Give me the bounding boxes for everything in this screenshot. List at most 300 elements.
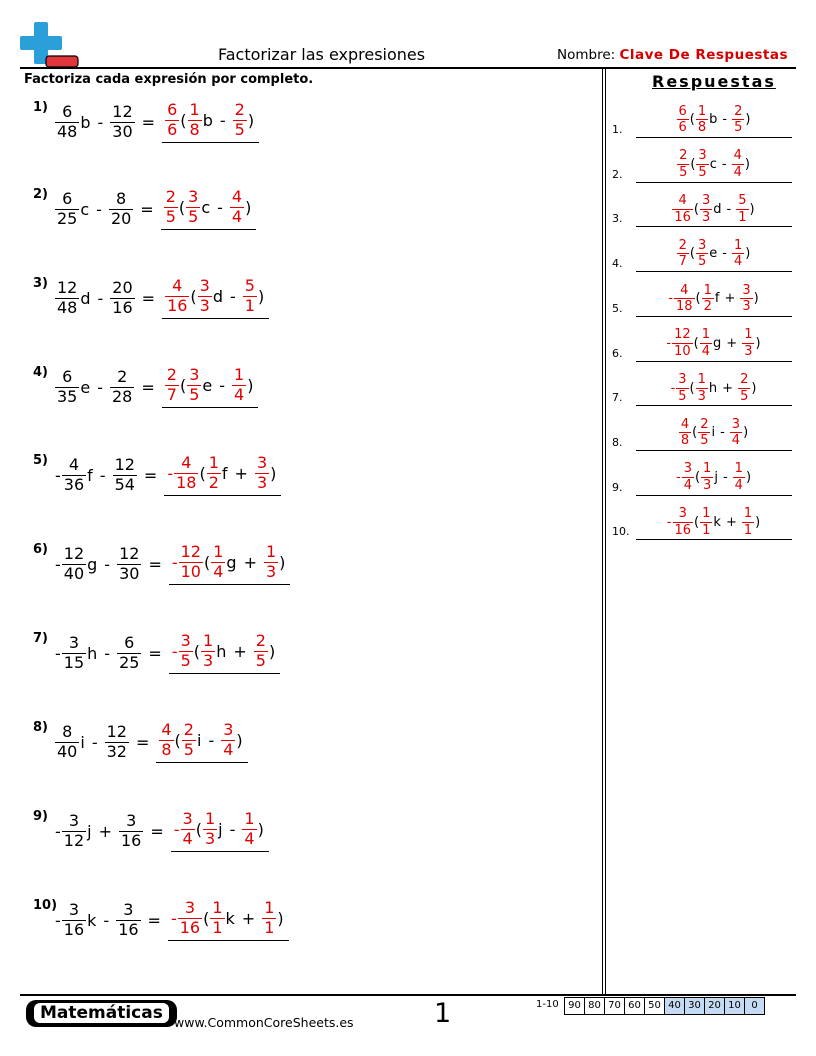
denominator: 54 [114, 474, 135, 494]
denominator: 4 [683, 477, 692, 493]
open-paren: ( [689, 112, 695, 128]
fraction-stack [62, 457, 86, 494]
fraction [171, 900, 202, 937]
denominator: 32 [106, 741, 127, 761]
operator: - [96, 199, 102, 219]
denominator: 16 [63, 919, 85, 939]
site-url: www.CommonCoreSheets.es [174, 1015, 354, 1030]
solution-answer [171, 811, 269, 852]
open-paren: ( [203, 908, 210, 928]
open-paren: ( [190, 286, 197, 306]
score-cell: 90 [568, 1000, 581, 1011]
fraction-stack [696, 149, 708, 179]
operator: - [91, 732, 98, 752]
answer-line [636, 316, 792, 317]
operator: - [219, 375, 225, 395]
answer-expression [636, 239, 792, 269]
score-cell: 40 [664, 998, 684, 1014]
answer-expression [636, 149, 792, 179]
numerator: 2 [255, 631, 266, 650]
problem-expression [55, 544, 290, 585]
answer-row [612, 409, 792, 453]
numerator: 6 [167, 100, 178, 119]
numerator: 3 [256, 453, 268, 472]
fraction-stack [732, 149, 744, 179]
solution-answer [161, 189, 257, 230]
fraction [736, 194, 748, 224]
fraction-stack [55, 724, 79, 761]
numerator: 6 [62, 102, 73, 121]
fraction [667, 507, 693, 537]
close-paren: ) [749, 201, 755, 217]
denominator: 8 [680, 433, 690, 449]
denominator: 4 [701, 343, 711, 359]
denominator: 3 [702, 209, 711, 225]
fraction-stack [174, 455, 198, 492]
open-paren: ( [199, 463, 206, 483]
close-paren: ) [257, 286, 265, 306]
fraction-stack [207, 455, 221, 492]
operator: + [726, 335, 738, 351]
fraction [671, 373, 689, 403]
denominator: 30 [112, 121, 133, 141]
open-paren: ( [193, 641, 201, 661]
denominator: 3 [744, 343, 753, 359]
numerator: 4 [172, 276, 183, 295]
variable: g [713, 335, 722, 351]
numerator: 3 [68, 900, 80, 919]
denominator: 3 [265, 561, 277, 581]
problem-number: 10) [33, 898, 58, 913]
numerator: 4 [181, 453, 192, 472]
denominator: 40 [63, 563, 85, 583]
open-paren: ( [690, 157, 696, 173]
numerator: 20 [112, 278, 133, 297]
denominator: 10 [674, 343, 691, 359]
denominator: 5 [255, 650, 266, 670]
fraction [55, 191, 79, 228]
fraction-stack [165, 278, 189, 315]
numerator: 1 [697, 371, 706, 387]
denominator: 5 [189, 384, 200, 404]
denominator: 7 [678, 254, 687, 270]
operator: + [234, 463, 248, 483]
numerator: 1 [203, 631, 214, 650]
fraction [55, 635, 86, 672]
minus-sign: - [171, 552, 178, 572]
minus-sign: - [171, 641, 178, 661]
numerator: 12 [63, 544, 85, 563]
variable: j [714, 469, 718, 485]
numerator: 1 [244, 809, 255, 828]
minus-sign: - [666, 514, 672, 530]
denominator: 18 [675, 299, 693, 315]
answer-number: 9. [612, 480, 623, 494]
fraction [677, 105, 689, 135]
fraction-stack [188, 102, 202, 139]
answer-expression [636, 328, 792, 358]
score-cell: 30 [684, 998, 704, 1014]
denominator: 4 [223, 739, 234, 759]
denominator: 36 [63, 474, 85, 494]
denominator: 25 [119, 652, 140, 672]
denominator: 5 [188, 206, 199, 226]
fraction [679, 418, 691, 448]
fraction-stack [672, 194, 693, 224]
operator: - [97, 112, 104, 132]
denominator: 7 [166, 384, 177, 404]
fraction-stack [210, 900, 224, 937]
fraction-stack [740, 284, 752, 314]
fraction [696, 149, 708, 179]
fraction [55, 104, 79, 141]
operator: - [217, 197, 223, 217]
numerator: 3 [126, 811, 137, 830]
fraction [105, 724, 129, 761]
answer-row [612, 275, 792, 319]
close-paren: ) [743, 425, 749, 441]
fraction-stack [165, 367, 179, 404]
denominator: 18 [176, 472, 197, 492]
variable: e [80, 377, 91, 397]
minus-sign: - [666, 335, 672, 351]
fraction-stack [113, 457, 137, 494]
denominator: 4 [234, 384, 245, 404]
fraction-stack [187, 367, 201, 404]
denominator: 3 [204, 828, 216, 848]
problem-number: 9) [33, 809, 48, 824]
instructions: Factoriza cada expresión por completo. [24, 72, 314, 87]
denominator: 4 [213, 561, 224, 581]
operator: - [722, 469, 728, 485]
numerator: 3 [683, 461, 692, 477]
worksheet-title: Factorizar las expresiones [218, 45, 426, 64]
answer-number: 8. [612, 435, 623, 449]
variable: b [202, 110, 213, 130]
numerator: 1 [733, 237, 743, 253]
fraction-stack [110, 280, 134, 317]
fraction [700, 507, 712, 537]
numerator: 6 [62, 189, 73, 208]
numerator: 3 [678, 371, 687, 387]
operator: - [720, 425, 725, 441]
numerator: 4 [680, 416, 690, 432]
answer-row [612, 454, 792, 498]
operator: + [725, 514, 737, 530]
solution-answer [169, 633, 280, 674]
close-paren: ) [257, 819, 264, 839]
variable: e [202, 375, 213, 395]
denominator: 1 [743, 522, 753, 538]
minus-sign: - [173, 819, 180, 839]
close-paren: ) [268, 641, 276, 661]
fraction-stack [62, 546, 86, 583]
fraction [696, 105, 708, 135]
plus-minus-icon [20, 22, 80, 68]
solution-answer [164, 455, 281, 496]
denominator: 12 [63, 830, 85, 850]
fraction [233, 102, 247, 139]
fraction-stack [55, 280, 79, 317]
numerator: 6 [62, 367, 73, 386]
fraction-stack [230, 189, 244, 226]
operator: - [208, 730, 215, 750]
close-paren: ) [270, 463, 277, 483]
solution-answer [162, 102, 259, 143]
denominator: 3 [199, 295, 210, 315]
answer-row [612, 185, 792, 229]
fraction-stack [673, 507, 694, 537]
denominator: 4 [734, 477, 743, 493]
numerator: 1 [208, 453, 219, 472]
equals-sign: = [148, 643, 162, 663]
denominator: 4 [231, 206, 243, 226]
numerator: 3 [223, 720, 234, 739]
fraction [165, 278, 189, 315]
numerator: 2 [740, 371, 749, 387]
numerator: 8 [62, 722, 73, 741]
numerator: 2 [165, 187, 176, 206]
fraction [230, 189, 244, 226]
fraction [232, 367, 246, 404]
answer-line [636, 271, 792, 272]
score-cell: 10 [724, 998, 744, 1014]
close-paren: ) [279, 552, 286, 572]
denominator: 3 [697, 388, 706, 404]
numerator: 6 [678, 103, 687, 119]
numerator: 3 [123, 900, 134, 919]
numerator: 8 [116, 189, 127, 208]
fraction [109, 191, 133, 228]
answer-expression [636, 105, 792, 135]
fraction [207, 455, 221, 492]
numerator: 1 [213, 542, 224, 561]
fraction [742, 328, 754, 358]
fraction [186, 189, 200, 226]
fraction-stack [262, 900, 276, 937]
numerator: 4 [678, 193, 687, 209]
answer-expression [636, 373, 792, 403]
numerator: 1 [265, 542, 277, 561]
open-paren: ( [689, 380, 695, 396]
denominator: 2 [703, 299, 712, 315]
open-paren: ( [694, 469, 701, 485]
fraction-stack [178, 900, 202, 937]
answer-expression [636, 284, 792, 314]
fraction [677, 239, 689, 269]
operator: - [721, 157, 727, 173]
close-paren: ) [247, 375, 254, 395]
denominator: 1 [212, 917, 223, 937]
solution-answer [168, 900, 289, 941]
minus-sign: - [675, 469, 681, 485]
fraction [210, 900, 224, 937]
numerator: 4 [231, 187, 243, 206]
answer-row [612, 96, 792, 140]
numerator: 1 [204, 809, 216, 828]
numerator: 2 [678, 237, 687, 253]
numerator: 3 [678, 506, 687, 522]
problem-expression [55, 900, 289, 941]
open-paren: ( [693, 201, 699, 217]
numerator: 12 [114, 455, 135, 474]
fraction [672, 194, 693, 224]
variable: d [80, 288, 91, 308]
fraction-stack [164, 189, 178, 226]
fraction-stack [677, 105, 689, 135]
denominator: 2 [208, 472, 219, 492]
numerator: 4 [680, 282, 689, 298]
answer-number: 6. [612, 346, 623, 360]
name-value: Clave De Respuestas [619, 47, 788, 63]
fraction [110, 369, 134, 406]
variable: i [80, 732, 85, 752]
answer-row [612, 320, 792, 364]
operator: + [722, 380, 734, 396]
open-paren: ( [692, 425, 698, 441]
fraction [55, 724, 79, 761]
fraction [165, 367, 179, 404]
numerator: 2 [183, 720, 194, 739]
problem-expression [55, 633, 280, 674]
fraction-stack [696, 105, 708, 135]
problem-number: 1) [33, 100, 48, 115]
operator: - [229, 819, 236, 839]
score-cell: 80 [584, 998, 604, 1014]
fraction-stack [264, 544, 278, 581]
close-paren: ) [753, 291, 759, 307]
numerator: 1 [697, 103, 707, 119]
numerator: 1 [701, 327, 711, 343]
fraction [110, 104, 134, 141]
numerator: 6 [124, 633, 135, 652]
answer-line [636, 539, 792, 540]
denominator: 4 [182, 828, 193, 848]
footer-rule [20, 994, 796, 996]
variable: c [709, 157, 717, 173]
fraction [198, 278, 212, 315]
fraction-stack [55, 191, 79, 228]
answer-line [636, 450, 792, 451]
fraction-stack [698, 418, 710, 448]
numerator: 2 [679, 148, 688, 164]
denominator: 5 [700, 433, 709, 449]
denominator: 25 [57, 208, 78, 228]
fraction [740, 284, 752, 314]
fraction-stack [109, 191, 133, 228]
denominator: 6 [678, 120, 687, 136]
variable: b [709, 112, 718, 128]
denominator: 16 [118, 919, 139, 939]
fraction [159, 722, 173, 759]
fraction-stack [682, 462, 694, 492]
fraction-stack [233, 102, 247, 139]
variable: h [708, 380, 718, 396]
numerator: 4 [68, 455, 80, 474]
numerator: 1 [234, 365, 245, 384]
answer-number: 4. [612, 257, 623, 271]
denominator: 30 [119, 563, 140, 583]
fraction-stack [165, 102, 179, 139]
variable: f [221, 463, 228, 483]
fraction [55, 813, 86, 850]
denominator: 5 [234, 119, 245, 139]
fraction-stack [221, 722, 235, 759]
name-label: Nombre: [557, 47, 616, 63]
problem-number: 6) [33, 542, 48, 557]
problem-number: 3) [33, 276, 48, 291]
fraction [676, 462, 694, 492]
score-range-label: 1-10 [536, 999, 559, 1010]
variable: f [714, 291, 720, 307]
close-paren: ) [277, 908, 284, 928]
fraction [702, 284, 714, 314]
denominator: 28 [111, 386, 133, 406]
equals-sign: = [147, 910, 161, 930]
problem-number: 7) [33, 631, 48, 646]
fraction-stack [677, 239, 689, 269]
fraction-stack [700, 194, 712, 224]
equals-sign: = [141, 112, 156, 132]
fraction [119, 813, 143, 850]
fraction [701, 462, 713, 492]
equals-sign: = [141, 377, 155, 397]
numerator: 3 [180, 631, 191, 650]
problem-expression [55, 102, 259, 143]
denominator: 1 [264, 917, 275, 937]
variable: g [226, 552, 237, 572]
fraction [187, 367, 201, 404]
operator: - [97, 377, 103, 397]
equals-sign: = [135, 732, 150, 752]
operator: + [724, 291, 736, 307]
fraction [55, 546, 86, 583]
minus-sign: - [167, 463, 174, 483]
fraction [172, 544, 203, 581]
numerator: 1 [702, 506, 711, 522]
operator: + [233, 641, 247, 661]
fraction [110, 280, 134, 317]
open-paren: ( [178, 197, 186, 217]
close-paren: ) [744, 157, 750, 173]
fraction-stack [677, 149, 689, 179]
denominator: 8 [697, 120, 707, 136]
fraction-stack [242, 811, 256, 848]
open-paren: ( [195, 819, 202, 839]
close-paren: ) [236, 730, 243, 750]
operator: - [104, 554, 111, 574]
brand-badge [26, 1000, 177, 1027]
denominator: 16 [121, 830, 142, 850]
variable: g [87, 554, 98, 574]
fraction [117, 546, 141, 583]
fraction [165, 102, 179, 139]
fraction-stack [730, 418, 742, 448]
fraction-stack [738, 373, 750, 403]
variable: e [709, 246, 718, 262]
answer-line [636, 137, 792, 138]
numerator: 1 [744, 327, 753, 343]
numerator: 3 [182, 809, 193, 828]
close-paren: ) [245, 197, 252, 217]
fraction [182, 722, 196, 759]
solution-answer [156, 722, 247, 763]
problem-expression [55, 367, 258, 408]
problem-number: 5) [33, 453, 48, 468]
numerator: 1 [212, 898, 223, 917]
close-paren: ) [755, 514, 761, 530]
numerator: 3 [189, 365, 200, 384]
